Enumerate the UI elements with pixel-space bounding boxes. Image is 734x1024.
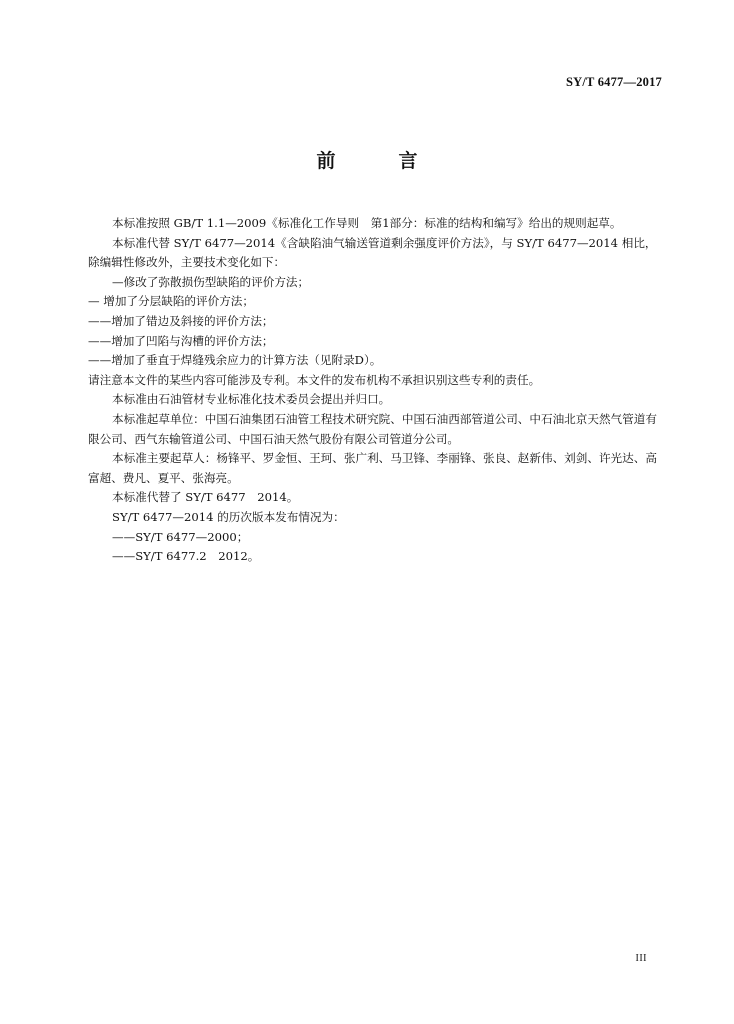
paragraph-drafters: 本标准主要起草人：杨锋平、罗金恒、王珂、张广利、马卫锋、李丽锋、张良、赵新伟、刘剑、许光达、高富超、费凡、夏平、张海亮。 <box>88 451 657 485</box>
page-number: III <box>635 953 647 964</box>
paragraph-drafting-rules: 本标准按照 GB/T 1.1—2009《标准化工作导则 第1部分：标准的结构和编写》给出的规则起草。 <box>112 216 622 230</box>
change-item-lamination: — 增加了分层缺陷的评价方法； <box>88 294 254 309</box>
foreword-body <box>88 214 664 567</box>
change-item-misalignment: ——增加了错边及斜接的评价方法； <box>88 313 274 328</box>
paragraph-history-intro: SY/T 6477—2014 的历次版本发布情况为： <box>112 509 345 524</box>
paragraph-replacement: 本标准代替 SY/T 6477—2014《含缺陷油气输送管道剩余强度评价方法》，与 SY/T 6477—2014 相比，除编辑性修改外，主要技术变化如下： <box>88 235 657 270</box>
standard-code-header: SY/T 6477—2017 <box>566 75 662 89</box>
change-item-dent-groove: ——增加了凹陷与沟槽的评价方法； <box>88 333 274 348</box>
paragraph-patent-notice: 请注意本文件的某些内容可能涉及专利。本文件的发布机构不承担识别这些专利的责任。 <box>88 372 541 387</box>
paragraph-supersedes: 本标准代替了 SY/T 6477 2014。 <box>112 490 299 505</box>
paragraph-drafting-units: 本标准起草单位：中国石油集团石油管工程技术研究院、中国石油西部管道公司、中石油北京天然气管道有限公司、西气东输管道公司、中国石油天然气股份有限公司管道分公司。 <box>88 411 657 446</box>
paragraph-proposer: 本标准由石油管材专业标准化技术委员会提出并归口。 <box>112 392 391 407</box>
history-item-2000: ——SY/T 6477—2000； <box>112 529 249 544</box>
page-title: 前 言 <box>316 150 440 172</box>
change-item-residual-stress: ——增加了垂直于焊缝残余应力的计算方法（见附录D）。 <box>88 353 382 368</box>
history-item-2012: ——SY/T 6477.2 2012。 <box>112 549 260 564</box>
change-item-dispersed-damage: —修改了弥散损伤型缺陷的评价方法； <box>112 274 310 289</box>
